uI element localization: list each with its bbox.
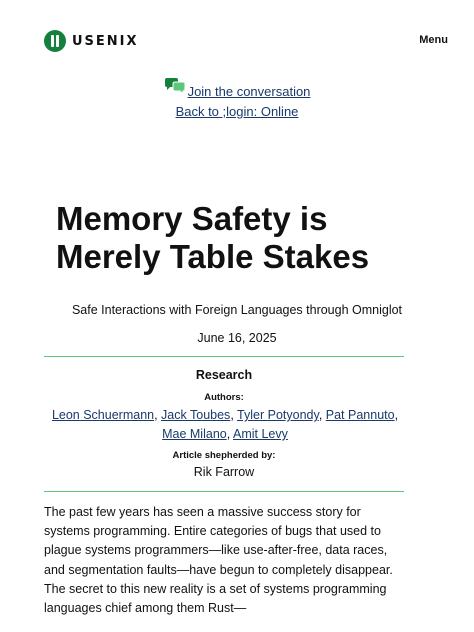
divider-top — [44, 356, 404, 357]
author-separator: , — [154, 408, 162, 422]
author-link[interactable]: Tyler Potyondy — [237, 408, 319, 422]
author-separator: , — [394, 408, 399, 422]
article-subtitle: Safe Interactions with Foreign Languages through Omniglot — [71, 303, 403, 317]
conversation-links — [0, 82, 474, 119]
article-body: The past few years has seen a massive success story for systems programming. Entire categories of bugs that used to plague systems programmers—like use-after-free, data races, and segmentation faults—have begun to completely disappear. The secret to this new reality is a set of systems programming languages chief among them Rust— — [44, 505, 393, 616]
author-separator: , — [318, 408, 326, 422]
author-link[interactable]: Leon Schuermann — [51, 408, 155, 422]
back-row — [0, 104, 474, 119]
author-separator: , — [230, 408, 238, 422]
join-conversation-row — [0, 82, 474, 100]
author-link[interactable]: Mae Milano — [162, 427, 227, 441]
page-title: Memory Safety is Merely Table Stakes — [56, 200, 370, 275]
shepherd-label: Article shepherded by: — [172, 450, 276, 461]
authors-label: Authors: — [204, 392, 244, 403]
author-link[interactable]: Pat Pannuto — [325, 408, 395, 422]
menu-button[interactable]: Menu — [419, 34, 448, 46]
author-list — [50, 406, 400, 444]
author-link[interactable]: Jack Toubes — [161, 408, 231, 422]
divider-bottom — [44, 491, 404, 492]
logo-text: USENIX — [72, 33, 139, 49]
chat-bubbles-icon — [164, 78, 186, 96]
article-date: June 16, 2025 — [197, 331, 277, 345]
shepherd-name: Rik Farrow — [193, 465, 255, 479]
site-header — [0, 0, 474, 80]
join-conversation-link[interactable]: Join the conversation — [187, 83, 311, 99]
back-to-login-link[interactable]: Back to ;login: Online — [175, 104, 299, 119]
article-category: Research — [195, 368, 253, 382]
author-separator: , — [226, 427, 233, 441]
author-link[interactable]: Amit Levy — [233, 427, 288, 441]
usenix-logo-icon — [44, 30, 66, 52]
usenix-logo[interactable] — [44, 30, 139, 52]
